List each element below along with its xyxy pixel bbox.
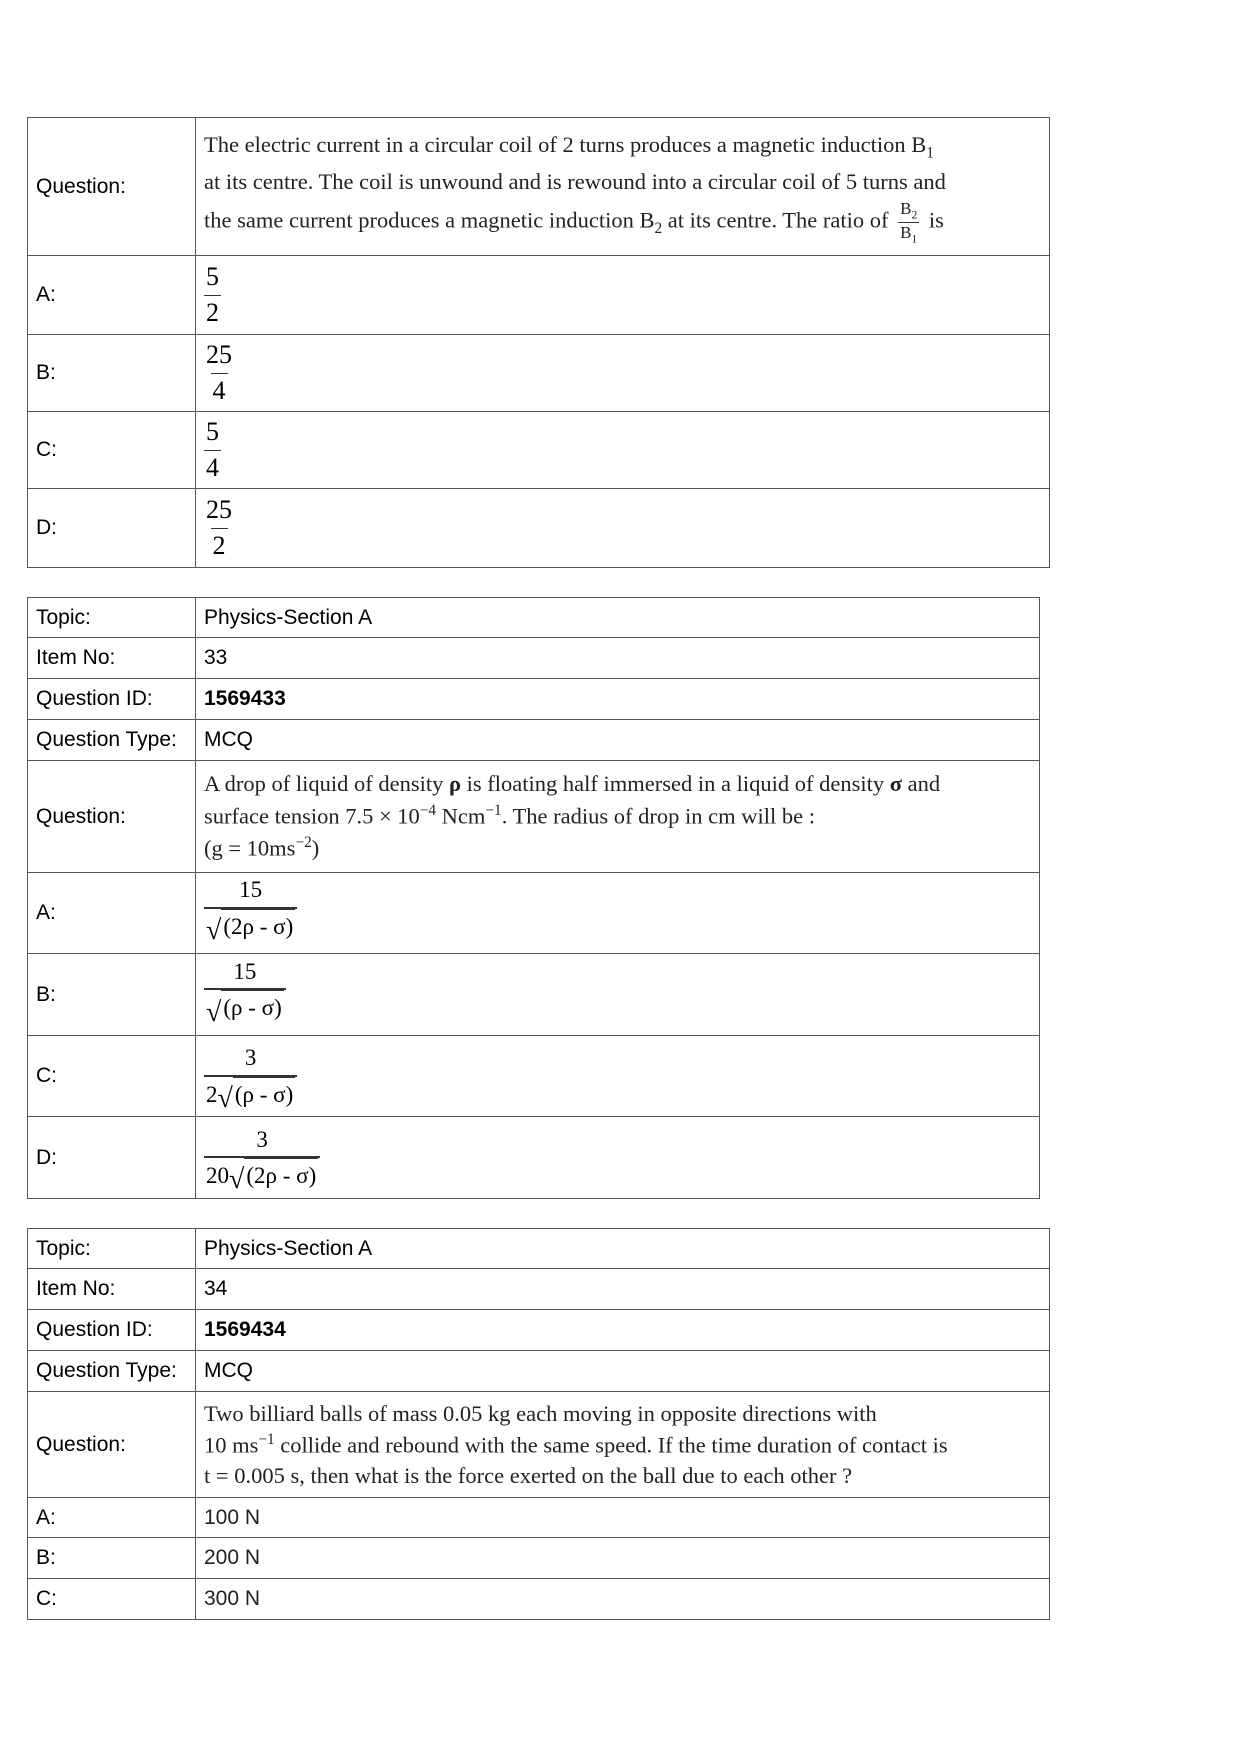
row-label: Question: xyxy=(28,761,196,873)
item-value: 34 xyxy=(196,1269,1050,1310)
option-row-a xyxy=(28,1498,1050,1538)
question-text: Two billiard balls of mass 0.05 kg each moving in opposite directions with 10 $ms^{-1}$ collide and rebound with the same speed. If the time duration of contact is t = 0.005 s, then what is the force exerted on the ball due to each other ? xyxy=(196,1392,1050,1498)
question-row xyxy=(28,118,1050,256)
question-table-32 xyxy=(27,117,1050,568)
question-row xyxy=(28,761,1040,873)
option-label: A: xyxy=(28,873,196,954)
qid-value: 1569433 xyxy=(196,679,1040,720)
qtype-row xyxy=(28,1351,1050,1392)
option-label: B: xyxy=(28,335,196,412)
option-value: $\frac{25}{2}$ xyxy=(196,489,1050,568)
qtype-value: MCQ xyxy=(196,1351,1050,1392)
option-value: 200 N xyxy=(196,1538,1050,1579)
qtype-value: MCQ xyxy=(196,720,1040,761)
row-label: Question: xyxy=(28,118,196,256)
option-row-c xyxy=(28,1036,1040,1117)
row-label: Item No: xyxy=(28,638,196,679)
option-label: C: xyxy=(28,1579,196,1620)
option-row-b xyxy=(28,1538,1050,1579)
option-label: B: xyxy=(28,1538,196,1579)
option-label: A: xyxy=(28,256,196,335)
option-label: D: xyxy=(28,1117,196,1199)
row-label: Topic: xyxy=(28,1229,196,1269)
question-table-34 xyxy=(27,1228,1050,1620)
option-label: A: xyxy=(28,1498,196,1538)
option-label: C: xyxy=(28,412,196,489)
row-label: Item No: xyxy=(28,1269,196,1310)
row-label: Question Type: xyxy=(28,1351,196,1392)
option-value: 15 √ (ρ - σ) xyxy=(196,954,1040,1036)
option-label: D: xyxy=(28,489,196,568)
qtype-row xyxy=(28,720,1040,761)
qid-row xyxy=(28,1310,1050,1351)
option-value: 300 N xyxy=(196,1579,1050,1620)
item-row xyxy=(28,1269,1050,1310)
row-label: Question ID: xyxy=(28,1310,196,1351)
option-value: 3 2 √ (ρ - σ) xyxy=(196,1036,1040,1117)
item-value: 33 xyxy=(196,638,1040,679)
question-text: The electric current in a circular coil of 2 turns produces a magnetic induction $B_1$ at its centre. The coil is unwound and is rewound into a circular coil of 5 turns and the same current produces a magnetic induction $B_2$ at its centre. The ratio of $\frac{B_2}{B_1}$ is xyxy=(196,118,1050,256)
qid-value: 1569434 xyxy=(196,1310,1050,1351)
option-value: 100 N xyxy=(196,1498,1050,1538)
option-value: 15 √ (2ρ - σ) xyxy=(196,873,1040,954)
item-row xyxy=(28,638,1040,679)
option-row-b xyxy=(28,335,1050,412)
option-row-c xyxy=(28,1579,1050,1620)
question-table-33 xyxy=(27,597,1040,1199)
option-label: C: xyxy=(28,1036,196,1117)
option-value: $\frac{5}{2}$ xyxy=(196,256,1050,335)
row-label: Question Type: xyxy=(28,720,196,761)
question-row xyxy=(28,1392,1050,1498)
ratio-fraction: $\frac{B_2}{B_1}$ xyxy=(900,198,918,245)
topic-value: Physics-Section A xyxy=(196,598,1040,638)
row-label: Topic: xyxy=(28,598,196,638)
option-value: 3 20 √ (2ρ - σ) xyxy=(196,1117,1040,1199)
topic-row xyxy=(28,598,1040,638)
option-value: $\frac{25}{4}$ xyxy=(196,335,1050,412)
option-row-c xyxy=(28,412,1050,489)
row-label: Question: xyxy=(28,1392,196,1498)
option-label: B: xyxy=(28,954,196,1036)
qid-row xyxy=(28,679,1040,720)
option-row-d xyxy=(28,489,1050,568)
topic-row xyxy=(28,1229,1050,1269)
topic-value: Physics-Section A xyxy=(196,1229,1050,1269)
option-value: $\frac{5}{4}$ xyxy=(196,412,1050,489)
option-row-a xyxy=(28,873,1040,954)
option-row-a xyxy=(28,256,1050,335)
option-row-b xyxy=(28,954,1040,1036)
option-row-d xyxy=(28,1117,1040,1199)
row-label: Question ID: xyxy=(28,679,196,720)
question-text: A drop of liquid of density ρ is floating half immersed in a liquid of density σ and surface tension $7.5 \times 10^{-4}$ Ncm$^{-1}$. The radius of drop in cm will be : $(g = 10ms^{-2})$ xyxy=(196,761,1040,873)
